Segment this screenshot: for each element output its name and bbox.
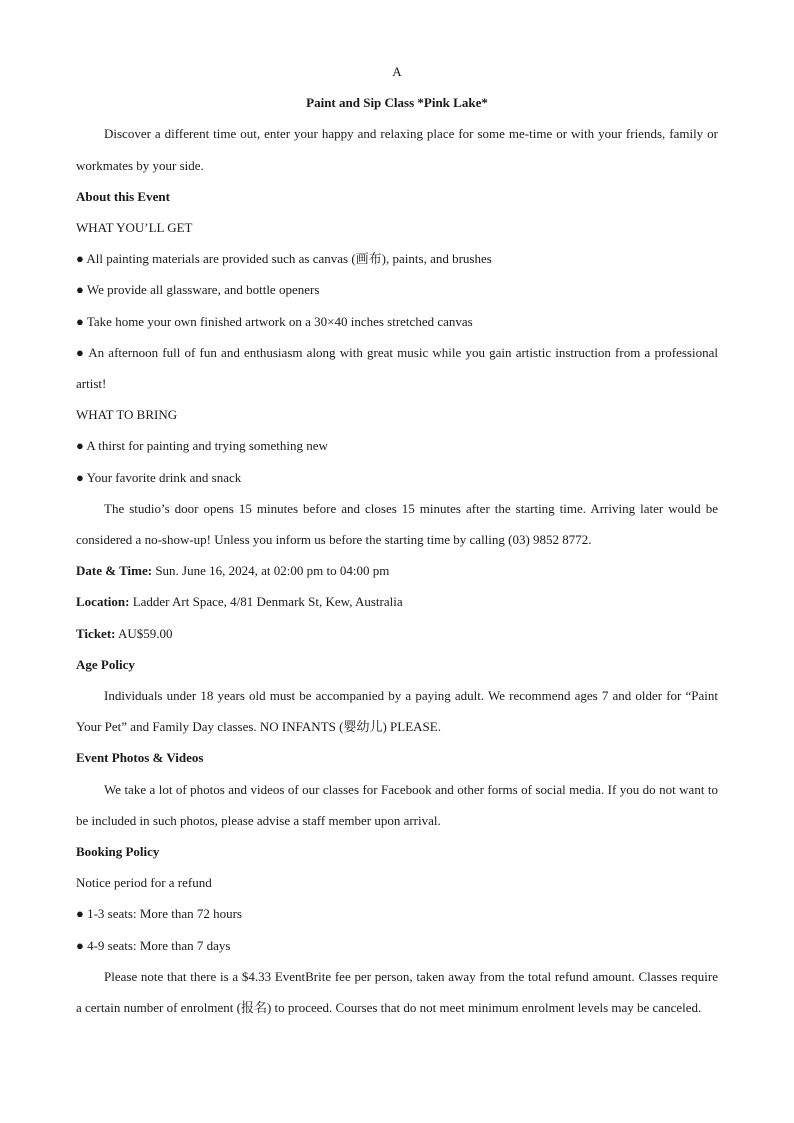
ticket-label: Ticket: bbox=[76, 625, 116, 641]
get-item: ● We provide all glassware, and bottle openers bbox=[76, 282, 320, 298]
bring-item: ● A thirst for painting and trying something new bbox=[76, 438, 328, 454]
date-time-value: Sun. June 16, 2024, at 02:00 pm to 04:00 pm bbox=[152, 563, 390, 579]
ticket-value: AU$59.00 bbox=[115, 625, 173, 641]
photos-heading: Event Photos & Videos bbox=[76, 750, 204, 766]
section-letter: A bbox=[392, 64, 402, 79]
age-policy-heading: Age Policy bbox=[76, 656, 135, 672]
fee-paragraph: Please note that there is a $4.33 EventBrite fee per person, taken away from the total refund amount. Classes require a certain number of enrolment (报名) to proceed. Courses that do not meet minimum enrolment levels may be canceled. bbox=[76, 968, 718, 1016]
location-value: Ladder Art Space, 4/81 Denmark St, Kew, Australia bbox=[129, 594, 403, 610]
date-time-label: Date & Time: bbox=[76, 563, 153, 579]
document-title: Paint and Sip Class *Pink Lake* bbox=[306, 95, 488, 111]
get-item: ● An afternoon full of fun and enthusiasm along with great music while you gain artistic instruction from a professional artist! bbox=[76, 344, 718, 392]
get-item: ● All painting materials are provided such as canvas (画布), paints, and brushes bbox=[76, 251, 492, 267]
door-policy-paragraph: The studio’s door opens 15 minutes before and closes 15 minutes after the starting time. Arriving later would be considered a no-show-up! Unless you inform us before the starting time by calling (03) 9852 8772. bbox=[76, 500, 718, 548]
ticket-row bbox=[76, 618, 718, 649]
what-you-get-heading: WHAT YOU’LL GET bbox=[76, 220, 193, 236]
notice-period-line: Notice period for a refund bbox=[76, 875, 212, 891]
what-to-bring-heading: WHAT TO BRING bbox=[76, 407, 178, 423]
photos-paragraph: We take a lot of photos and videos of our classes for Facebook and other forms of social media. If you do not want to be included in such photos, please advise a staff member upon arrival. bbox=[76, 781, 718, 828]
booking-item: ● 4-9 seats: More than 7 days bbox=[76, 937, 231, 953]
location-label: Location: bbox=[76, 594, 130, 610]
booking-item: ● 1-3 seats: More than 72 hours bbox=[76, 906, 242, 922]
date-time-row bbox=[76, 555, 718, 586]
bring-item: ● Your favorite drink and snack bbox=[76, 469, 242, 485]
intro-paragraph: Discover a different time out, enter your happy and relaxing place for some me-time or with your friends, family or workmates by your side. bbox=[76, 126, 718, 173]
booking-policy-heading: Booking Policy bbox=[76, 844, 160, 860]
location-row bbox=[76, 586, 718, 617]
age-policy-paragraph: Individuals under 18 years old must be accompanied by a paying adult. We recommend ages 7 and older for “Paint Your Pet” and Family Day classes. NO INFANTS (婴幼儿) PLEASE. bbox=[76, 688, 718, 735]
about-heading: About this Event bbox=[76, 188, 170, 204]
get-item: ● Take home your own finished artwork on a 30×40 inches stretched canvas bbox=[76, 313, 473, 329]
document-content bbox=[76, 56, 718, 1023]
